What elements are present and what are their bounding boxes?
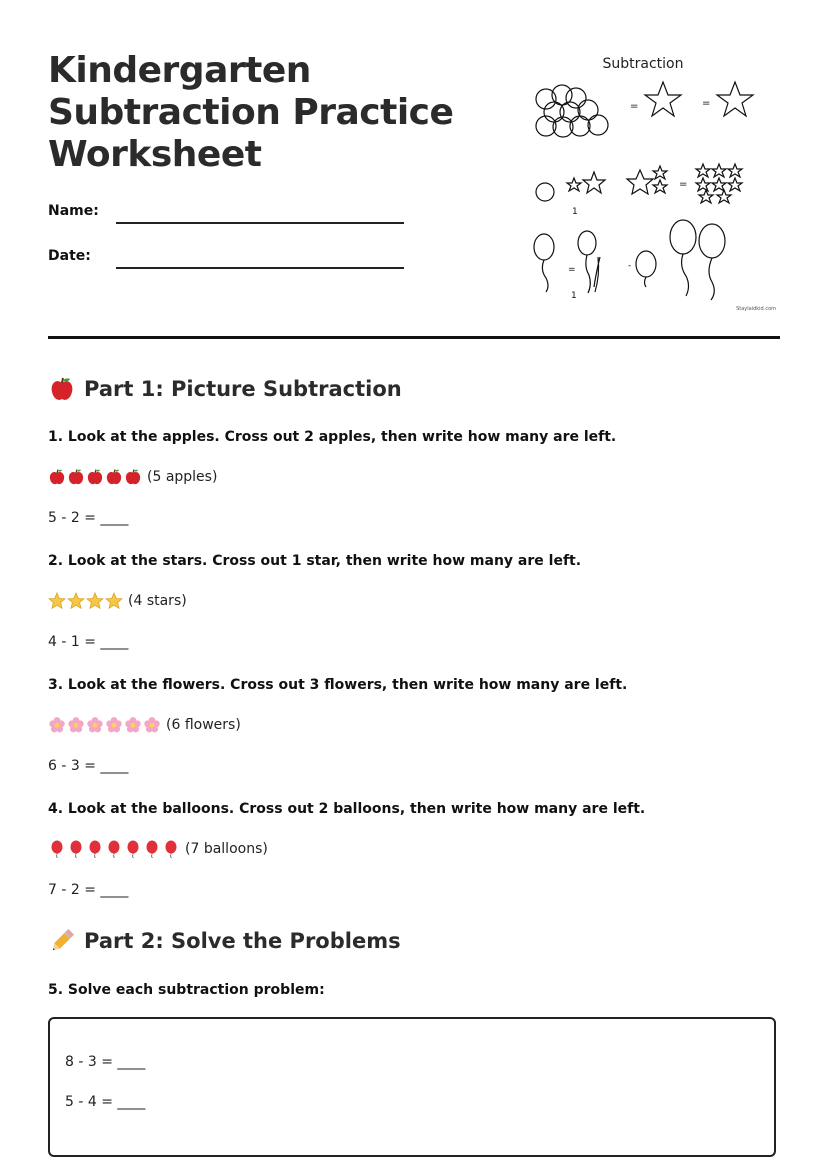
flower-icon[interactable]: [48, 716, 66, 734]
svg-text:1: 1: [571, 291, 577, 301]
name-label: Name:: [48, 203, 99, 219]
question-2-equation[interactable]: 4 - 1 = ____: [48, 634, 129, 650]
problem-box: [48, 1017, 776, 1157]
pencil-icon: [48, 927, 76, 955]
star-icon[interactable]: [105, 592, 123, 610]
balloon-icon[interactable]: [143, 840, 161, 858]
balloon-icon[interactable]: [124, 840, 142, 858]
flower-icon[interactable]: [86, 716, 104, 734]
flower-icon[interactable]: [105, 716, 123, 734]
worksheet-title: Kindergarten Subtraction Practice Worksheet: [48, 50, 454, 175]
svg-text:=: =: [702, 98, 711, 109]
flower-icon[interactable]: [143, 716, 161, 734]
question-3-text: 3. Look at the flowers. Cross out 3 flowers, then write how many are left.: [48, 677, 628, 693]
svg-text:=: =: [679, 179, 688, 190]
flower-icon[interactable]: [67, 716, 85, 734]
balloon-icon[interactable]: [162, 840, 180, 858]
subtraction-illustration: [526, 52, 776, 317]
apple-icon[interactable]: [124, 468, 142, 486]
svg-text:=: =: [568, 265, 576, 275]
illustration-title: Subtraction: [602, 56, 684, 72]
date-label: Date:: [48, 248, 91, 264]
balloon-icon-row: [48, 840, 181, 858]
balloon-icon[interactable]: [105, 840, 123, 858]
star-icon-row: [48, 592, 124, 610]
question-2-count: (4 stars): [128, 593, 187, 609]
question-1-equation[interactable]: 5 - 2 = ____: [48, 510, 129, 526]
illustration-drawing: [526, 52, 776, 317]
balloon-icon[interactable]: [86, 840, 104, 858]
name-line[interactable]: [116, 222, 404, 224]
illustration-credit: Staylaidkid.com: [736, 306, 776, 312]
header-divider: [48, 336, 780, 339]
question-4-equation[interactable]: 7 - 2 = ____: [48, 882, 129, 898]
part2-heading: [48, 927, 401, 955]
question-4-count: (7 balloons): [185, 841, 268, 857]
question-3-count: (6 flowers): [166, 717, 241, 733]
flower-icon[interactable]: [124, 716, 142, 734]
star-icon[interactable]: [86, 592, 104, 610]
part1-heading-text: Part 1: Picture Subtraction: [84, 377, 402, 401]
apple-icon[interactable]: [105, 468, 123, 486]
question-4-pictures: [48, 840, 268, 858]
question-3-equation[interactable]: 6 - 3 = ____: [48, 758, 129, 774]
star-icon[interactable]: [48, 592, 66, 610]
problem-1[interactable]: 8 - 3 = ____: [65, 1054, 146, 1070]
part1-heading: [48, 375, 402, 403]
svg-text:-: -: [628, 261, 632, 271]
balloon-icon[interactable]: [48, 840, 66, 858]
question-2-text: 2. Look at the stars. Cross out 1 star, then write how many are left.: [48, 553, 582, 569]
question-1-text: 1. Look at the apples. Cross out 2 apples, then write how many are left.: [48, 429, 617, 445]
question-5-text: 5. Solve each subtraction problem:: [48, 982, 325, 998]
apple-icon[interactable]: [67, 468, 85, 486]
star-icon[interactable]: [67, 592, 85, 610]
svg-text:1: 1: [572, 207, 578, 217]
date-line[interactable]: [116, 267, 404, 269]
balloon-icon[interactable]: [67, 840, 85, 858]
flower-icon-row: [48, 716, 162, 734]
question-2-pictures: [48, 592, 187, 610]
part2-heading-text: Part 2: Solve the Problems: [84, 929, 401, 953]
apple-icon-row: [48, 468, 143, 486]
apple-icon: [48, 375, 76, 403]
apple-icon[interactable]: [48, 468, 66, 486]
problem-2[interactable]: 5 - 4 = ____: [65, 1094, 146, 1110]
apple-icon[interactable]: [86, 468, 104, 486]
question-4-text: 4. Look at the balloons. Cross out 2 balloons, then write how many are left.: [48, 801, 646, 817]
question-1-pictures: [48, 468, 217, 486]
question-3-pictures: [48, 716, 241, 734]
svg-text:=: =: [630, 101, 639, 112]
question-1-count: (5 apples): [147, 469, 218, 485]
